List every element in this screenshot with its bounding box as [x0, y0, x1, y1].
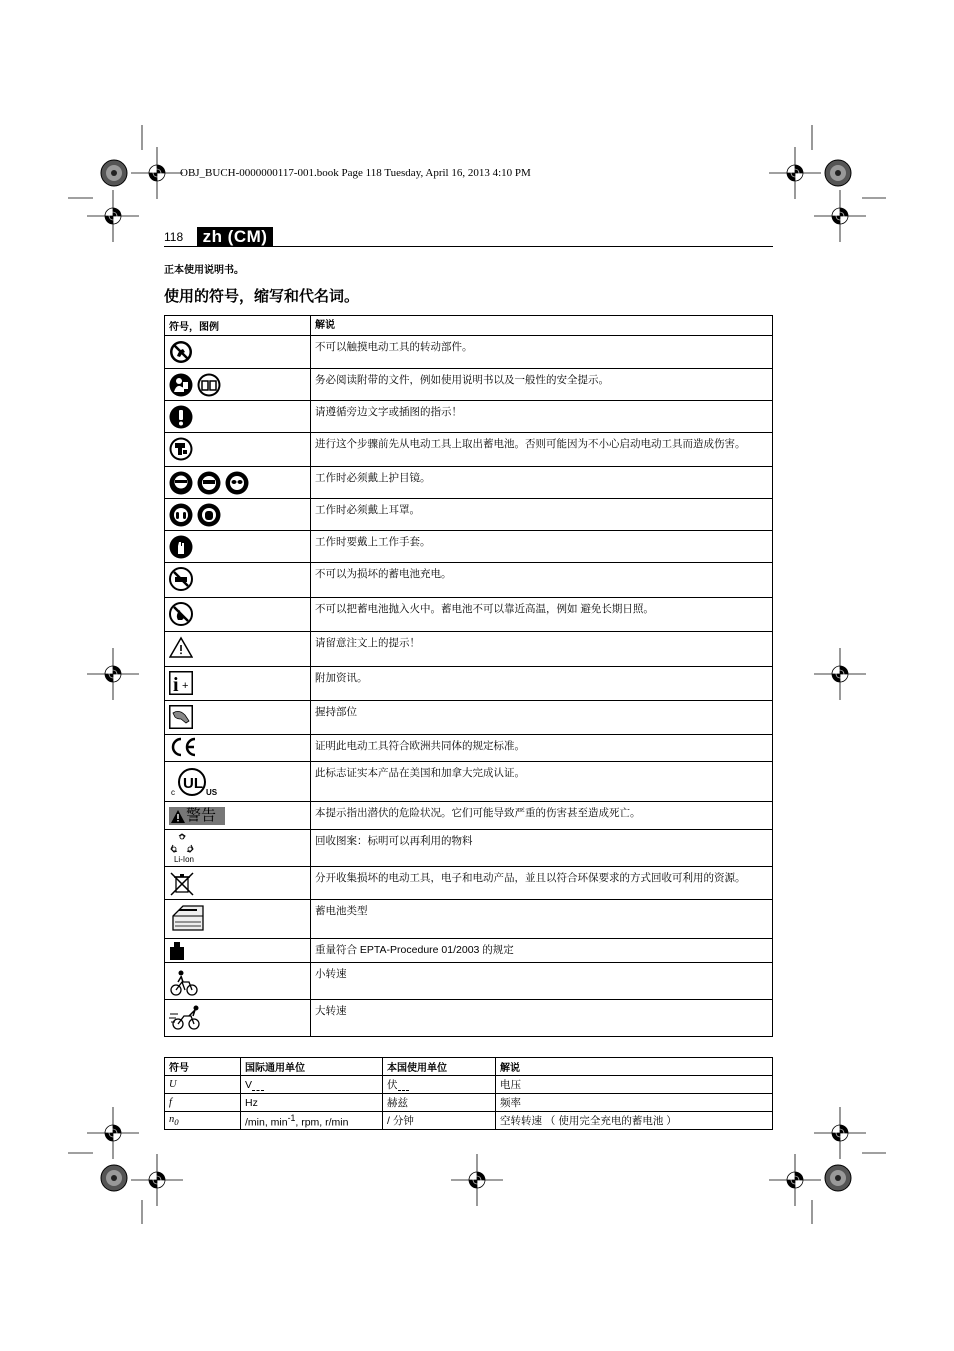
dc-symbol — [398, 1081, 410, 1091]
dc-symbol — [252, 1081, 264, 1091]
warning-label-text: 警告 — [186, 807, 217, 824]
table-row — [165, 632, 773, 667]
battery-type-icon — [169, 902, 207, 936]
explanation-text: 不可以为损坏的蓄电池充电。 — [311, 563, 773, 598]
fast-speed-bike-icon — [169, 1004, 203, 1034]
explanation-text: 握持部位 — [311, 701, 773, 735]
table-row — [165, 369, 773, 401]
header-explanation: 解说 — [496, 1058, 773, 1076]
no-charge-damaged-battery-icon — [169, 567, 193, 591]
unit-explanation: 电压 — [496, 1076, 773, 1094]
table-row — [165, 762, 773, 802]
explanation-text: 请遵循旁边文字或插图的指示！ — [311, 401, 773, 433]
svg-text:UL: UL — [183, 775, 203, 792]
cul-us-icon — [169, 766, 217, 798]
goggles-icon — [225, 471, 249, 495]
table-row — [165, 701, 773, 735]
page-number: 118 — [164, 230, 184, 244]
explanation-text: 请留意注文上的提示！ — [311, 632, 773, 667]
table-header-row — [165, 316, 773, 336]
gloves-icon — [169, 535, 193, 559]
recycle-li-ion-icon — [169, 833, 199, 864]
explanation-text: 本提示指出潜伏的危险状况。它们可能导致严重的伤害甚至造成死亡。 — [311, 802, 773, 830]
warning-label-icon — [169, 807, 225, 825]
table-row — [165, 735, 773, 762]
intl-unit: V — [241, 1076, 383, 1094]
header-local-unit: 本国使用单位 — [383, 1058, 496, 1076]
eye-protection-icon — [169, 471, 193, 495]
info-icon — [169, 671, 193, 695]
exclamation-icon — [169, 405, 193, 429]
warning-triangle-icon — [169, 636, 193, 660]
table-row — [165, 939, 773, 963]
table-row — [165, 336, 773, 369]
unit-symbol: f — [165, 1094, 241, 1112]
unit-symbol: U — [165, 1076, 241, 1094]
explanation-text: 工作时要戴上工作手套。 — [311, 531, 773, 563]
explanation-text: 蓄电池类型 — [311, 900, 773, 939]
explanation-text: 不可以把蓄电池抛入火中。蓄电池不可以靠近高温，例如 避免长期日照。 — [311, 598, 773, 632]
explanation-text: 工作时必须戴上护目镜。 — [311, 467, 773, 499]
intl-unit: /min, $\min^{-1}$, rpm, r/min — [241, 1112, 383, 1130]
read-manual-icon — [169, 373, 193, 397]
table-row — [165, 1112, 773, 1130]
table-row — [165, 963, 773, 1000]
print-info-line: OBJ_BUCH-0000000117-001.book Page 118 Tuesday, April 16, 2013 4:10 PM — [180, 167, 531, 179]
table-row — [165, 433, 773, 467]
remove-battery-icon — [169, 437, 193, 461]
table-row — [165, 467, 773, 499]
manual-book-icon — [197, 373, 221, 397]
svg-text:US: US — [206, 788, 217, 797]
header-symbol: 符号，图例 — [165, 316, 311, 336]
li-ion-label: Li-Ion — [173, 855, 194, 864]
table-row — [165, 499, 773, 531]
explanation-text: 进行这个步骤前先从电动工具上取出蓄电池。否则可能因为不小心启动电动工具而造成伤害。 — [311, 433, 773, 467]
local-unit: 赫兹 — [383, 1094, 496, 1112]
svg-text:i: i — [173, 674, 179, 695]
table-row — [165, 563, 773, 598]
no-touch-rotating-icon — [169, 340, 193, 364]
table-row — [165, 830, 773, 867]
svg-text:+: + — [182, 680, 189, 692]
table-row — [165, 867, 773, 900]
explanation-text: 不可以触摸电动工具的转动部件。 — [311, 336, 773, 369]
table-header-row — [165, 1058, 773, 1076]
local-unit: / 分钟 — [383, 1112, 496, 1130]
subheading: 正本使用说明书。 — [164, 265, 244, 276]
header-symbol: 符号 — [165, 1058, 241, 1076]
explanation-text: 务必阅读附带的文件，例如使用说明书以及一般性的安全提示。 — [311, 369, 773, 401]
explanation-text: 此标志证实本产品在美国和加拿大完成认证。 — [311, 762, 773, 802]
table-row — [165, 900, 773, 939]
section-title: 使用的符号，缩写和代名词。 — [164, 288, 360, 305]
header-intl-unit: 国际通用单位 — [241, 1058, 383, 1076]
table-row — [165, 1094, 773, 1112]
table-row — [165, 1076, 773, 1094]
unit-explanation: 空转转速 （ 使用完全充电的蓄电池 ） — [496, 1112, 773, 1130]
explanation-text: 分开收集损坏的电动工具，电子和电动产品，並且以符合环保要求的方式回收可利用的资源。 — [311, 867, 773, 900]
explanation-text: 小转速 — [311, 963, 773, 1000]
table-row — [165, 531, 773, 563]
symbols-table — [164, 315, 773, 1037]
svg-text:c: c — [171, 788, 175, 797]
local-unit: 伏 — [383, 1076, 496, 1094]
table-row — [165, 598, 773, 632]
table-row — [165, 802, 773, 830]
header-explanation: 解说 — [311, 316, 773, 336]
unit-symbol: $n_0$ — [165, 1112, 241, 1130]
unit-explanation: 频率 — [496, 1094, 773, 1112]
grip-area-icon — [169, 705, 193, 729]
ce-mark-icon — [169, 737, 197, 757]
slow-speed-bike-icon — [169, 967, 199, 997]
no-fire-battery-icon — [169, 602, 193, 626]
explanation-text: 工作时必须戴上耳罩。 — [311, 499, 773, 531]
table-row — [165, 401, 773, 433]
units-table — [164, 1057, 773, 1130]
table-row — [165, 667, 773, 701]
crossed-bin-icon — [169, 871, 195, 897]
explanation-text: 重量符合 EPTA-Procedure 01/2003 的规定 — [311, 939, 773, 963]
ear-muffs-icon — [197, 503, 221, 527]
explanation-text: 证明此电动工具符合欧洲共同体的规定标准。 — [311, 735, 773, 762]
explanation-text: 回收图案：标明可以再利用的物料 — [311, 830, 773, 867]
language-tag: zh (CM) — [197, 227, 273, 247]
intl-unit: Hz — [241, 1094, 383, 1112]
header-rule — [164, 246, 773, 247]
face-shield-icon — [197, 471, 221, 495]
explanation-text: 大转速 — [311, 1000, 773, 1037]
weight-icon — [169, 942, 185, 960]
table-row — [165, 1000, 773, 1037]
explanation-text: 附加资讯。 — [311, 667, 773, 701]
ear-protection-icon — [169, 503, 193, 527]
